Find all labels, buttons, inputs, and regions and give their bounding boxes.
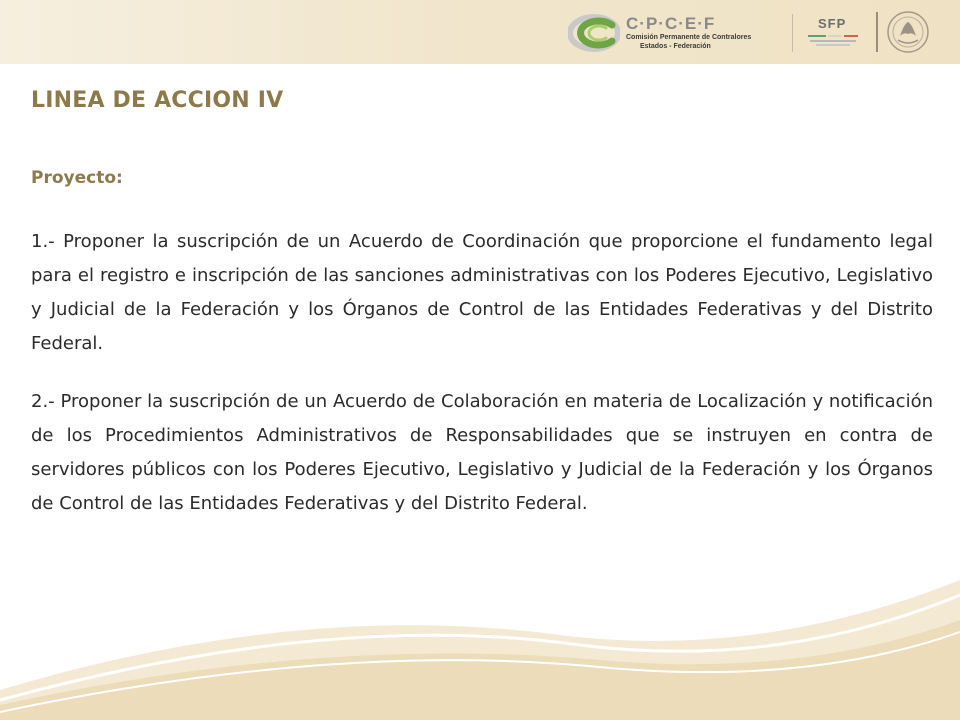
header-logos [560,8,952,56]
sfp-ribbon-icon [808,34,858,48]
paragraph-2: 2.- Proponer la suscripción de un Acuerdo de Colaboración en materia de Localización y notificación de los Procedimientos Administrativos de Responsabilidades que se instruyen en contra de servidores públicos con los Poderes Ejecutivo, Legislativo y Judicial de la Federación y los Órganos de Control de las Entidades Federativas y del Distrito Federal. [31,391,933,514]
header-divider-2 [876,12,878,52]
decorative-swoosh [0,540,960,720]
sfp-title: SFP [818,16,847,31]
org-subtitle-1: Comisión Permanente de Contralores [626,34,752,41]
cpcef-logo-icon [568,14,620,52]
mexican-eagle-seal-icon [886,10,930,54]
sfp-logo [804,16,864,52]
section-title: LINEA DE ACCION IV [31,88,284,113]
header-divider [792,14,793,52]
header-band [0,0,960,64]
project-label: Proyecto: [31,168,123,188]
paragraph-1: 1.- Proponer la suscripción de un Acuerdo de Coordinación que proporcione el fundamento legal para el registro e inscripción de las sanciones administrativas con los Poderes Ejecutivo, Legislativo y Judicial de la Federación y los Órganos de Control de las Entidades Federativas y del Distrito Federal. [31,231,933,354]
org-name: C·P·C·E·F [626,14,716,33]
org-subtitle-2: Estados - Federación [640,43,711,50]
